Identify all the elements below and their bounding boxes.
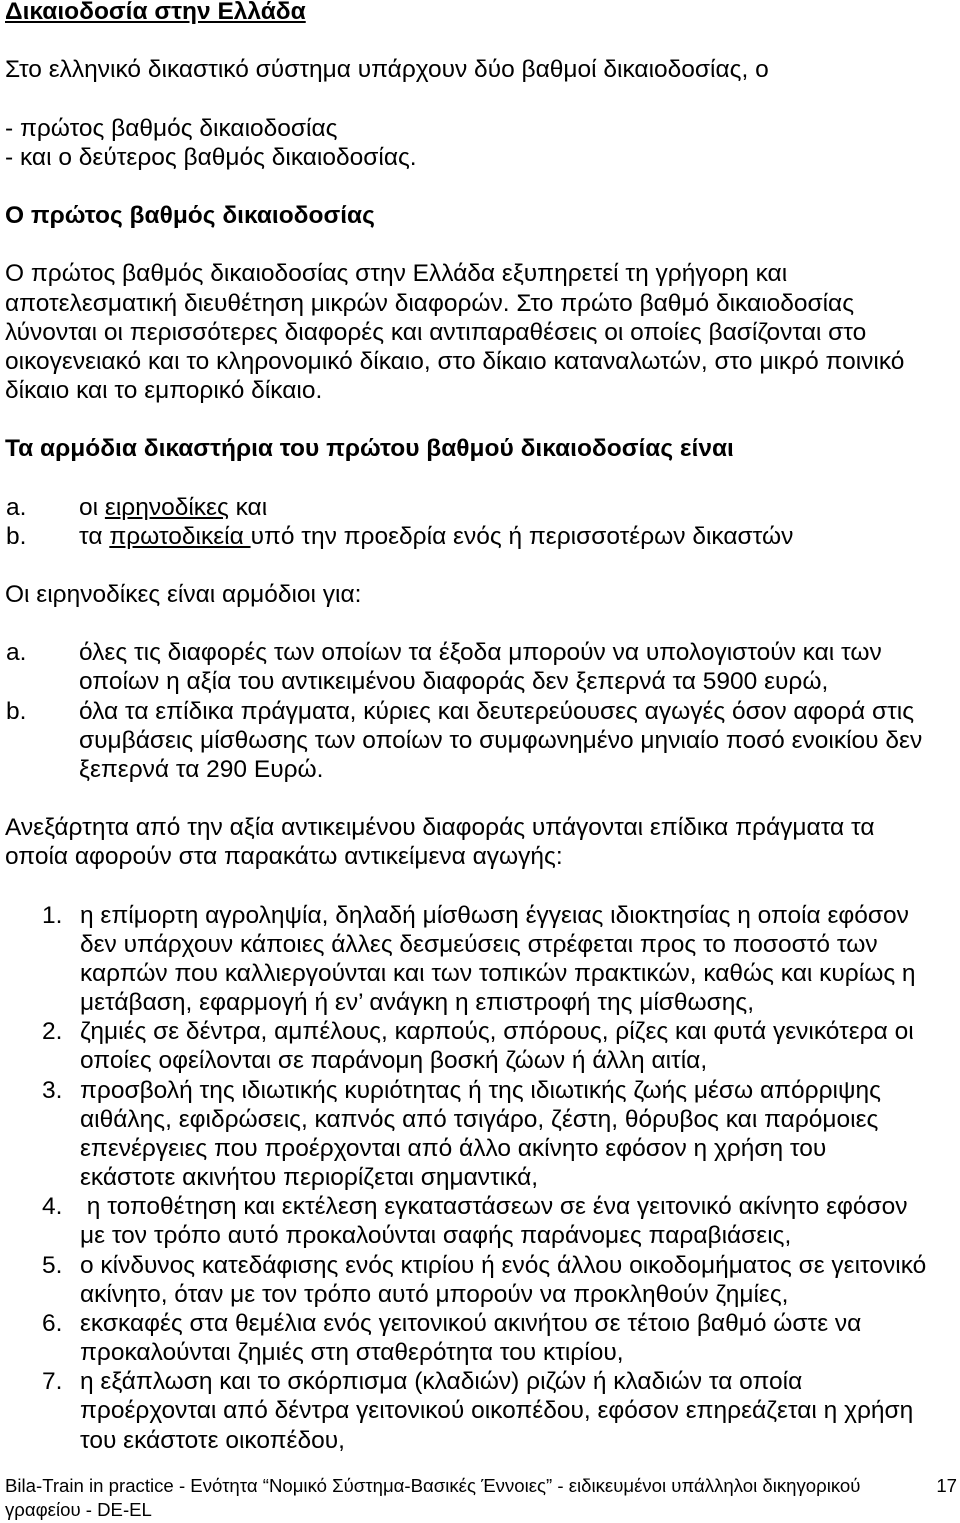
list-marker: 3. — [42, 1076, 63, 1104]
list-item-text — [80, 1076, 955, 1193]
list-item — [5, 1192, 955, 1250]
list-item — [5, 1251, 955, 1309]
paragraph-line: Ανεξάρτητα από την αξία αντικειμένου διαφοράς υπάγονται επίδικα πράγματα τα — [5, 814, 875, 842]
list-marker: a. — [6, 493, 27, 521]
list-item — [5, 1017, 955, 1075]
list-marker: b. — [6, 522, 27, 550]
list-item-text-part: οι — [79, 493, 105, 521]
list-item — [5, 1309, 955, 1367]
list-marker: a. — [6, 639, 27, 667]
document-title: Δικαιοδοσία στην Ελλάδα — [5, 0, 306, 25]
list-item-line: μετάβαση, εφαρμογή ή εν’ ανάγκη η επιστροφή της μίσθωσης, — [80, 989, 755, 1017]
list-item — [5, 522, 955, 551]
list-item-line: η επίμορτη αγροληψία, δηλαδή μίσθωση έγγειας ιδιοκτησίας η οποία εφόσον — [80, 901, 909, 929]
list-item-text — [79, 493, 955, 522]
list-marker: 5. — [42, 1251, 63, 1279]
list-marker: 1. — [42, 901, 63, 929]
list-item-line: προσβολή της ιδιωτικής κυριότητας ή της ιδιωτικής ζωής μέσω απόρριψης — [80, 1076, 881, 1104]
document-page — [5, 0, 955, 1455]
courts-list — [5, 493, 955, 551]
paragraph-line: οποία αφορούν στα παρακάτω αντικείμενα αγωγής: — [5, 843, 563, 871]
list-item-line: ζημιές σε δέντρα, αμπέλους, καρπούς, σπόρους, ρίζες και φυτά γενικότερα οι — [80, 1018, 914, 1046]
list-item — [5, 1367, 955, 1454]
degree-item: - και ο δεύτερος βαθμός δικαιοδοσίας. — [5, 143, 417, 171]
justices-intro: Οι ειρηνοδίκες είναι αρμόδιοι για: — [5, 581, 362, 609]
section-heading: Τα αρμόδια δικαστήρια του πρώτου βαθμού δικαιοδοσίας είναι — [5, 435, 734, 463]
list-item-text — [79, 697, 955, 784]
subject-intro — [5, 813, 955, 871]
list-item-text — [79, 522, 955, 551]
list-item-line: η εξάπλωση και το σκόρπισμα (κλαδιών) ριζών ή κλαδιών τα οποία — [80, 1368, 803, 1396]
list-marker: 6. — [42, 1309, 63, 1337]
list-item-line: δεν υπάρχουν κάποιες άλλες δεσμεύσεις στρέφεται προς το ποσοστό των — [80, 930, 878, 958]
list-item-line: επενέργειες που προέρχονται από άλλο ακίνητο εφόσον η χρήση του — [80, 1134, 827, 1162]
paragraph-line: δίκαιο και το εμπορικό δίκαιο. — [5, 376, 323, 404]
list-item-text — [80, 1309, 955, 1367]
list-item-line: οποίες οφείλονται σε παράνομη βοσκή ζώων ή άλλη αιτία, — [80, 1047, 708, 1075]
list-item — [5, 638, 955, 696]
list-item-line: του εκάστοτε οικοπέδου, — [80, 1426, 345, 1454]
list-item-text-part: τα — [79, 522, 110, 550]
paragraph-line: αποτελεσματική διευθέτηση μικρών διαφορών. Στο πρώτο βαθμό δικαιοδοσίας — [5, 289, 855, 317]
page-number: 17 — [936, 1475, 957, 1496]
list-item-line: οποίων η αξία του αντικειμένου διαφοράς δεν ξεπερνά τα 5900 ευρώ, — [79, 668, 829, 696]
list-item-line: προκαλούνται ζημιές στη σταθερότητα του κτιρίου, — [80, 1339, 624, 1367]
list-item-line: ακίνητο, όταν με τον τρόπο αυτό μπορούν να προκληθούν ζημίες, — [80, 1280, 789, 1308]
list-item — [5, 901, 955, 1018]
list-item-text-part: και — [228, 493, 268, 521]
list-item-line: όλα τα επίδικα πράγματα, κύριες και δευτερεύουσες αγωγές όσον αφορά στις — [79, 697, 915, 725]
section-heading: Ο πρώτος βαθμός δικαιοδοσίας — [5, 202, 375, 230]
list-item-line: αιθάλης, εφιδρώσεις, καπνός από τσιγάρο, ζέστη, θόρυβος και παρόμοιες — [80, 1105, 879, 1133]
page-footer — [5, 1474, 905, 1522]
list-item-line: συμβάσεις μίσθωσης των οποίων το συμφωνημένο μηνιαίο ποσό ενοικίου δεν — [79, 726, 923, 754]
list-item-line: εκάστοτε ακινήτου περιορίζεται σημαντικά, — [80, 1164, 539, 1192]
list-item-text — [80, 1251, 955, 1309]
subjects-list — [5, 901, 955, 1455]
list-marker: b. — [6, 697, 27, 725]
list-item-line: προέρχονται από δέντρα γειτονικού οικοπέδου, εφόσον επηρεάζεται η χρήση — [80, 1397, 914, 1425]
list-item-text-part: υπό την προεδρία ενός ή περισσοτέρων δικαστών — [250, 522, 794, 550]
underlined-term: πρωτοδικεία — [109, 522, 251, 550]
list-item — [5, 1076, 955, 1193]
list-item — [5, 697, 955, 784]
list-item-line: ο κίνδυνος κατεδάφισης ενός κτιρίου ή ενός άλλου οικοδομήματος σε γειτονικό — [80, 1251, 927, 1279]
list-item-text — [80, 1192, 955, 1250]
list-item-line: εκσκαφές στα θεμέλια ενός γειτονικού ακινήτου σε τέτοιο βαθμό ώστε να — [80, 1309, 862, 1337]
paragraph-line: οικογενειακό και το κληρονομικό δίκαιο, στο δίκαιο καταναλωτών, στο μικρό ποινικό — [5, 347, 905, 375]
underlined-term: ειρηνοδίκες — [104, 493, 229, 521]
paragraph-line: Ο πρώτος βαθμός δικαιοδοσίας στην Ελλάδα εξυπηρετεί τη γρήγορη και — [5, 260, 788, 288]
intro-text: Στο ελληνικό δικαστικό σύστημα υπάρχουν δύο βαθμοί δικαιοδοσίας, ο — [5, 56, 769, 84]
degree-item: - πρώτος βαθμός δικαιοδοσίας — [5, 114, 338, 142]
list-marker: 2. — [42, 1018, 63, 1046]
list-item-text — [80, 1017, 955, 1075]
list-item-text — [79, 638, 955, 696]
footer-line: Bila-Train in practice - Ενότητα “Νομικό Σύστημα-Βασικές Έννοιες” - ειδικευμένοι υπάλληλοι δικηγορικού — [5, 1475, 861, 1496]
list-item — [5, 493, 955, 522]
list-item-text — [80, 1367, 955, 1454]
list-item-text — [80, 901, 955, 1018]
list-item-line: η τοποθέτηση και εκτέλεση εγκαταστάσεων σε ένα γειτονικό ακίνητο εφόσον — [80, 1193, 908, 1221]
list-marker: 7. — [42, 1368, 63, 1396]
degree-list — [5, 114, 955, 172]
footer-line: γραφείου - DE-EL — [5, 1499, 152, 1520]
list-item-line: καρπών που καλλιεργούνται και των τοπικών πρακτικών, καθώς και κυρίως η — [80, 960, 916, 987]
list-item-line: με τον τρόπο αυτό προκαλούνται σαφής παράνομες παραβιάσεις, — [80, 1222, 792, 1250]
list-item-line: όλες τις διαφορές των οποίων τα έξοδα μπορούν να υπολογιστούν και των — [79, 639, 882, 667]
justices-list — [5, 638, 955, 784]
paragraph — [5, 259, 955, 405]
list-marker: 4. — [42, 1193, 63, 1221]
paragraph-line: λύνονται οι περισσότερες διαφορές και αντιπαραθέσεις οι οποίες βασίζονται στο — [5, 318, 867, 346]
list-item-line: ξεπερνά τα 290 Ευρώ. — [79, 755, 324, 783]
